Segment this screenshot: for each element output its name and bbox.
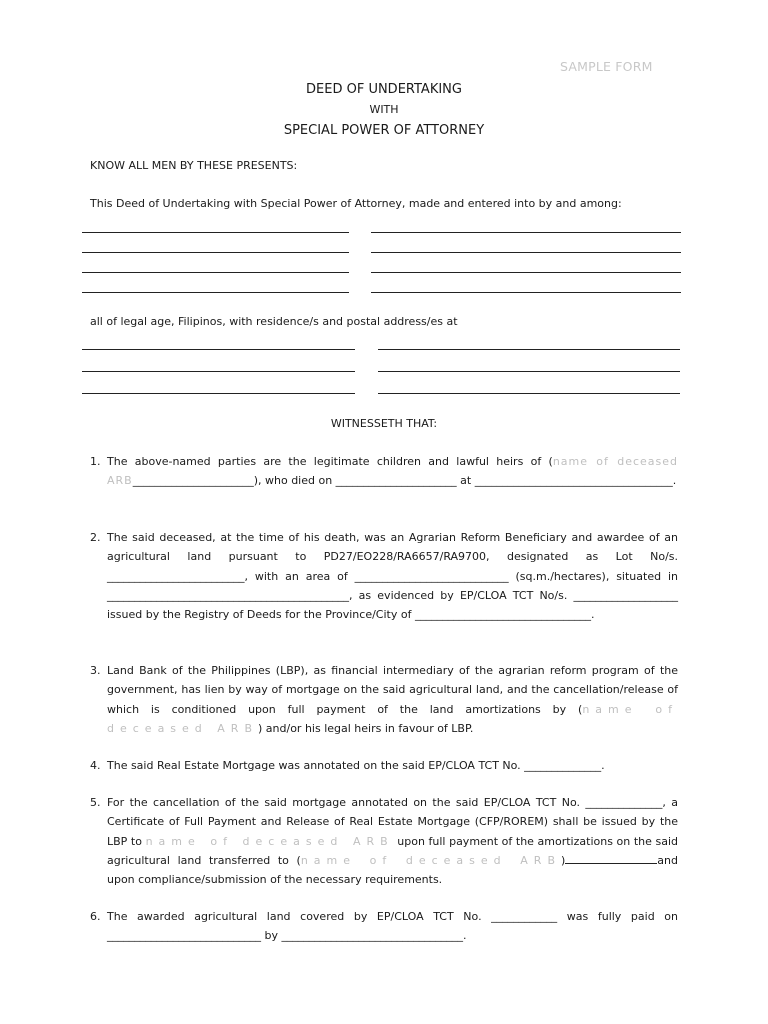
intro-paragraph: This Deed of Undertaking with Special Power of Attorney, made and entered into by and among: — [90, 197, 622, 210]
clause-1-text-b: ______________________), who died on ______________________ at ____________________________________. — [132, 474, 677, 488]
residence-text: all of legal age, Filipinos, with residence/s and postal address/es at — [90, 315, 458, 328]
clause-1-text-a: The above-named parties are the legitimate children and lawful heirs of ( — [107, 455, 553, 468]
clause-number: 5. — [90, 796, 101, 809]
title-line-1: DEED OF UNDERTAKING — [306, 82, 462, 97]
address-line — [378, 349, 680, 350]
clause-5-text-d: and upon compliance/submission of the necessary requirements. — [107, 853, 678, 887]
party-line — [371, 292, 681, 293]
party-line — [371, 232, 681, 233]
party-line — [371, 252, 681, 253]
clause-5-text-b: upon full payment of the amortizations on the said agricultural land transferred to ( — [107, 834, 678, 867]
address-line — [82, 393, 355, 394]
clause-2-text: The said deceased, at the time of his death, was an Agrarian Reform Beneficiary and awardee of an agricultural land pursuant to PD27/EO228/RA6657/RA9700, designated as Lot No/s. _________________________, with an area of ____________________________ (sq.m./hectares), situated in ____________________________________________, as evidenced by EP/CLOA TCT No/s. ___________________ issued by the Registry of Deeds for the Province/City of ________________________________. — [107, 531, 678, 622]
blank-underline — [565, 852, 657, 864]
clause-1 — [90, 452, 678, 491]
clause-number: 3. — [90, 664, 101, 677]
clause-number: 2. — [90, 531, 101, 544]
placeholder-deceased-arb: name of deceased ARB — [107, 702, 678, 735]
placeholder-deceased-arb: name of deceased ARB — [107, 455, 678, 488]
address-line — [82, 349, 355, 350]
placeholder-deceased-arb: name of deceased ARB — [145, 834, 394, 848]
clause-5 — [90, 793, 678, 889]
clause-number: 1. — [90, 455, 101, 468]
address-line — [82, 371, 355, 372]
clause-2 — [90, 528, 678, 624]
title-line-3: SPECIAL POWER OF ATTORNEY — [283, 123, 485, 138]
witnesseth-heading: WITNESSETH THAT: — [330, 417, 438, 430]
clause-number: 4. — [90, 759, 101, 772]
clause-3 — [90, 661, 678, 738]
clause-6 — [90, 907, 678, 946]
address-line — [378, 371, 680, 372]
title-line-2: WITH — [369, 103, 399, 116]
clause-4 — [90, 756, 678, 775]
know-all-men: KNOW ALL MEN BY THESE PRESENTS: — [90, 159, 298, 172]
party-line — [371, 272, 681, 273]
party-line — [82, 292, 349, 293]
clause-5-text-c: ) — [561, 853, 566, 867]
clause-4-text: The said Real Estate Mortgage was annotated on the said EP/CLOA TCT No. ______________. — [107, 759, 605, 772]
clause-3-text-a: Land Bank of the Philippines (LBP), as financial intermediary of the agrarian reform program of the government, has lien by way of mortgage on the said agricultural land, and the cancellation/release of which is conditioned upon full payment of the land amortizations by ( — [107, 664, 678, 716]
clause-5-text-a: For the cancellation of the said mortgage annotated on the said EP/CLOA TCT No. ______________, a Certificate of Full Payment and Release of Real Estate Mortgage (CFP/ROREM) shall be issued by the LBP to — [107, 796, 678, 848]
party-line — [82, 252, 349, 253]
address-line — [378, 393, 680, 394]
clause-number: 6. — [90, 910, 101, 923]
party-line — [82, 232, 349, 233]
clause-6-text: The awarded agricultural land covered by EP/CLOA TCT No. ____________ was fully paid on ____________________________ by _________________________________. — [107, 910, 678, 943]
sample-form-watermark: SAMPLE FORM — [560, 59, 653, 74]
party-line — [82, 272, 349, 273]
clause-3-text-b: ) and/or his legal heirs in favour of LBP. — [258, 721, 474, 735]
placeholder-deceased-arb: name of deceased ARB — [300, 853, 561, 867]
